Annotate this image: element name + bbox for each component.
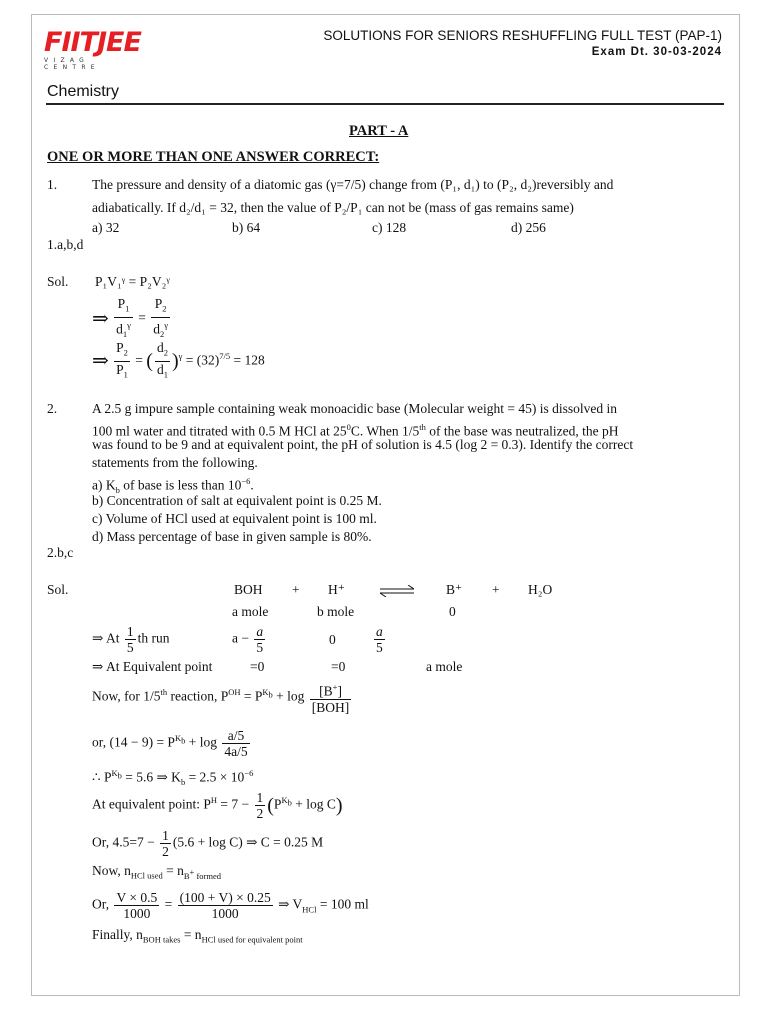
at-fifth-row: ⇒ At $\frac{1}{5}$ th run bbox=[92, 624, 170, 655]
exam-date: Exam Dt. 30-03-2024 bbox=[591, 46, 722, 58]
q1-line1: The pressure and density of a diatomic gas (γ=7/5) change from (P₁, d₁) to (P₂, d₂)reversibly and bbox=[92, 177, 614, 192]
species-plus-1: + bbox=[292, 582, 300, 597]
now-moles: Now, $n_{HCl used} = n_{B^+ formed}$ bbox=[92, 863, 222, 881]
header-rule bbox=[46, 103, 724, 105]
equilibrium-arrow-icon bbox=[380, 585, 414, 597]
at-fifth-boh: a − $\frac{a}{5}$ bbox=[232, 624, 264, 655]
q2-number: 2. bbox=[47, 401, 58, 416]
q1-option-d: d) 256 bbox=[511, 220, 546, 235]
at-fifth-b: $\frac{a}{5}$ bbox=[376, 624, 383, 655]
q1-option-a: a) 32 bbox=[92, 220, 120, 235]
now-eq: Now, for 1/5th reaction, $P^{OH} = P^{K_b} + \log$ $\frac{[B^+]}{\text{[BOH]}}$ bbox=[92, 682, 350, 715]
pkb-eq: ∴ $P^{K_b} = 5.6$ ⇒ $K_b = 2.5 \times 10^{-6}$ bbox=[92, 768, 254, 788]
section-heading: ONE OR MORE THAN ONE ANSWER CORRECT: bbox=[47, 149, 380, 165]
species-water: H₂O bbox=[528, 582, 553, 597]
finally-eq: Finally, $n_{BOH takes} = n_{HCl used for equivalent point}$ bbox=[92, 927, 303, 945]
at-eq-b: a mole bbox=[426, 659, 463, 674]
species-b: B⁺ bbox=[446, 582, 463, 597]
species-plus-2: + bbox=[492, 582, 500, 597]
species-h: H⁺ bbox=[328, 582, 345, 597]
q1-number: 1. bbox=[47, 177, 58, 192]
q2-line4: statements from the following. bbox=[92, 455, 258, 470]
eq-point-eq: At equivalent point: $P^H = 7$ − $\frac{1}{2}$ $(P^{K_b} + \log C)$ bbox=[92, 790, 343, 821]
q2-line2: 100 ml water and titrated with 0.5 M HCl at $25^0C$. When 1/5th of the base was neutralized, the pH bbox=[92, 422, 619, 439]
q2-line1: A 2.5 g impure sample containing weak monoacidic base (Molecular weight = 45) is dissolved in bbox=[92, 401, 617, 416]
q2-option-a: a) $K_b$ of base is less than $10^{-6}$. bbox=[92, 476, 254, 496]
q2-answer: 2.b,c bbox=[47, 545, 74, 560]
q1-line2: adiabatically. If d₂/d₁ = 32, then the value of P₂/P₁ can not be (mass of gas remains same) bbox=[92, 200, 574, 215]
document-title: SOLUTIONS FOR SENIORS RESHUFFLING FULL TEST (PAP-1) bbox=[323, 28, 722, 43]
or-eq3: Or, $\frac{V \times 0.5}{1000}$ = $\frac{(100 + V) \times 0.25}{1000}$ ⇒ $V_{HCl} = 100$ ml bbox=[92, 890, 369, 921]
at-eq-h: =0 bbox=[331, 659, 346, 674]
or-eq1: or, $(14 - 9) = P^{K_b} + \log$ $\frac{a/5}{4a/5}$ bbox=[92, 728, 248, 759]
q2-option-c: c) Volume of HCl used at equivalent point is 100 ml. bbox=[92, 511, 377, 526]
q1-option-c: c) 128 bbox=[372, 220, 407, 235]
q2-option-d: d) Mass percentage of base in given sample is 80%. bbox=[92, 529, 372, 544]
at-eq-label: ⇒ At Equivalent point bbox=[92, 659, 213, 674]
subject-heading: Chemistry bbox=[47, 83, 120, 100]
or-eq2: Or, 4.5=7 − $\frac{1}{2}$ (5.6 + log C) ⇒ C = 0.25 M bbox=[92, 828, 324, 859]
at-fifth-h: 0 bbox=[329, 632, 336, 647]
at-eq-boh: =0 bbox=[250, 659, 265, 674]
q1-eq2: ⇒ $\frac{P_1}{d_1^\gamma}$ = $\frac{P_2}{d_2^\gamma}$ bbox=[92, 296, 169, 339]
species-boh: BOH bbox=[234, 582, 263, 597]
part-heading: PART - A bbox=[349, 123, 409, 139]
mole-boh: a mole bbox=[232, 604, 269, 619]
q2-line3: was found to be 9 and at equivalent point, the pH of solution is 4.5 (log 2 = 0.3). Identify the correct bbox=[92, 437, 634, 452]
mole-h: b mole bbox=[317, 604, 355, 619]
q2-sol-label: Sol. bbox=[47, 582, 69, 597]
mole-b: 0 bbox=[449, 604, 456, 619]
q1-eq1: P₁V₁ᵞ = P₂V₂ᵞ bbox=[95, 274, 170, 289]
q1-option-b: b) 64 bbox=[232, 220, 261, 235]
q1-eq3: ⇒ $\frac{P_2}{P_1}$ = ( $\frac{d_2}{d_1}$ )$^\gamma = (32)^{7/5} = 128$ bbox=[92, 340, 265, 380]
q2-option-b: b) Concentration of salt at equivalent point is 0.25 M. bbox=[92, 493, 382, 508]
q1-sol-label: Sol. bbox=[47, 274, 69, 289]
fiitjee-logo: FIITJEE VIZAG CENTRE bbox=[44, 27, 141, 71]
q1-answer: 1.a,b,d bbox=[47, 237, 84, 252]
